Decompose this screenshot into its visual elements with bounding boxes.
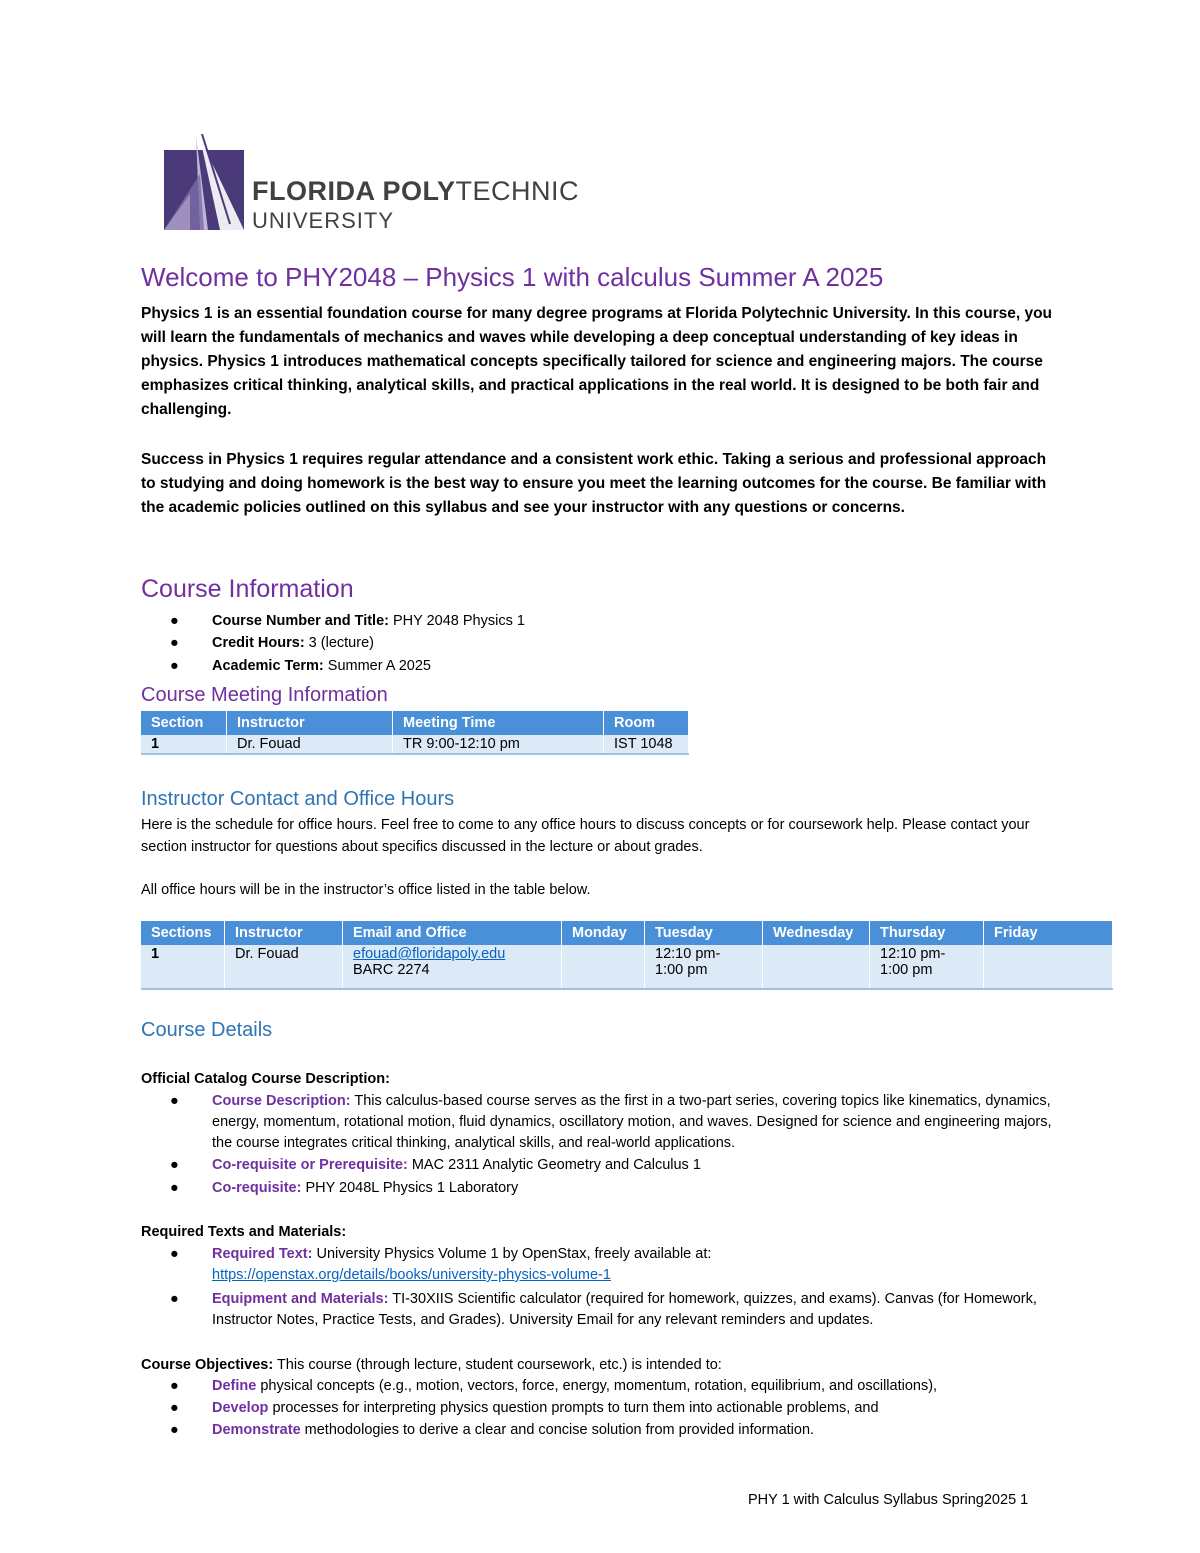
office-hours-text-1: Here is the schedule for office hours. Feel free to come to any office hours to discuss concepts or for coursework help. Please contact your section instructor for questions about specifics discussed in the lecture or about grades. <box>141 817 1030 855</box>
bullet-icon: ● <box>170 1422 179 1438</box>
bullet-icon: ● <box>170 1093 179 1109</box>
logo-text-university: UNIVERSITY <box>252 208 395 233</box>
bullet-icon: ● <box>170 1180 179 1196</box>
table-header-row: Section Instructor Meeting Time Room <box>141 711 689 735</box>
email-link[interactable]: efouad@floridapoly.edu <box>353 946 506 962</box>
page-footer: PHY 1 with Calculus Syllabus Spring2025 1 <box>748 1492 1029 1508</box>
course-information-heading: Course Information <box>141 575 354 603</box>
office-location: BARC 2274 <box>353 962 430 978</box>
office-hours-table <box>141 921 1113 990</box>
bullet-icon: ● <box>170 1400 179 1416</box>
bullet-icon: ● <box>170 635 179 651</box>
syllabus-page: FLORIDA POLYTECHNIC UNIVERSITY Welcome to PHY2048 – Physics 1 with calculus Summer A 2025 Physics 1 is an essential foundation course for many degree programs at Florida Polytechnic University. In this course, you will learn the fundamentals of mechanics and waves while developing a deep conceptual understanding of key ideas in physics. Physics 1 introduces mathematical concepts specifically tailored for science and engineering majors. The course emphasizes critical thinking, analytical skills, and practical applications in the real world. It is designed to be both fair and challenging. Success in Physics 1 requires regular attendance and a consistent work ethic. Taking a serious and professional approach to studying and doing homework is the best way to ensure you meet the learning outcomes for the course. Be familiar with the academic policies outlined on this syllabus and see your instructor with any questions or concerns. Course Information ● Course Number and Title: PHY 2048 Physics 1 ● Credit Hours: 3 (lecture) ● Academic Term: Summer A 2025 Course Meeting Information Section Instructor Meeting Time Room 1 Dr. Fouad TR 9:00-12:10 pm IST 1048 Instructor Contact and Office Hours Here is the schedule for office hours. Feel free to come to any office hours to discuss concepts or for coursework help. Please contact your section instructor for questions about specifics discussed in the lecture or about grades. All office hours will be in the instructor’s office listed in the table below. Sections Instructor Email and Office Monday Tuesday Wednesday Thursday Friday 1 Dr. Fouad efouad@floridapoly.edu BARC 2274 12:10 pm- 1:00 pm 12:10 pm- 1:00 pm Course Details Official Catalog Course Description: ● Course Description: This calculus-based course serves as the first in a two-part series, covering topics like kinematics, dynamics, energy, momentum, rotational motion, fluid dynamics, oscillatory motion, and waves. Designed for science and engineering majors, the course integrates critical thinking, analytical skills, and real-world applications. ● Co-requisite or Prerequisite: MAC 2311 Analytic Geometry and Calculus 1 ● Co-requisite: PHY 2048L Physics 1 Laboratory Required Texts and Materials: ● Required Text: University Physics Volume 1 by OpenStax, freely available at: https://openstax.org/details/books/university-physics-volume-1 ● Equipment and Materials: TI-30XIIS Scientific calculator (required for homework, quizzes, and exams). Canvas (for Homework, Instructor Notes, Practice Tests, and Grades). University Email for any relevant reminders and updates. Course Objectives: This course (through lecture, student coursework, etc.) is intended to: ● Define physical concepts (e.g., motion, vectors, force, energy, momentum, rotation, equilibrium, and oscillations), ● Develop processes for interpreting physics question prompts to turn them into actionable problems, and ● Demonstrate methodologies to derive a clear and concise solution from provided information. PHY 1 with Calculus Syllabus Spring2025 1 <box>0 0 1200 1553</box>
page-title: Welcome to PHY2048 – Physics 1 with calculus Summer A 2025 <box>141 262 884 292</box>
intro-paragraph-2: Success in Physics 1 requires regular attendance and a consistent work ethic. Taking a serious and professional approach to studying and doing homework is the best way to ensure you meet the learning outcomes for the course. Be familiar with the academic policies outlined on this syllabus and see your instructor with any questions or concerns. <box>141 451 1047 516</box>
bullet-icon: ● <box>170 658 179 674</box>
office-hours-heading: Instructor Contact and Office Hours <box>141 788 455 810</box>
table-row: 1 Dr. Fouad TR 9:00-12:10 pm IST 1048 <box>141 735 689 754</box>
course-meeting-heading: Course Meeting Information <box>141 684 388 706</box>
bullet-icon: ● <box>170 1291 179 1307</box>
table-header-row: Sections Instructor Email and Office Monday Tuesday Wednesday Thursday Friday <box>141 921 1113 945</box>
bullet-icon: ● <box>170 1157 179 1173</box>
course-details-heading: Course Details <box>141 1019 273 1041</box>
intro-paragraph-1: Physics 1 is an essential foundation course for many degree programs at Florida Polytechnic University. In this course, you will learn the fundamentals of mechanics and waves while developing a deep conceptual understanding of key ideas in physics. Physics 1 introduces mathematical concepts specifically tailored for science and engineering majors. The course emphasizes critical thinking, analytical skills, and practical applications in the real world. It is designed to be both fair and challenging. <box>141 305 1053 418</box>
bullet-icon: ● <box>170 1246 179 1262</box>
catalog-label: Official Catalog Course Description: <box>141 1071 390 1087</box>
meeting-table <box>141 711 689 755</box>
bullet-icon: ● <box>170 1378 179 1394</box>
logo-text-florida-polytechnic: FLORIDA POLYTECHNIC <box>252 176 580 206</box>
openstax-link[interactable]: https://openstax.org/details/books/university-physics-volume-1 <box>212 1267 611 1283</box>
office-hours-text-2: All office hours will be in the instructor’s office listed in the table below. <box>141 882 591 898</box>
materials-label: Required Texts and Materials: <box>141 1224 347 1240</box>
objectives-intro: Course Objectives: This course (through lecture, student coursework, etc.) is intended to: <box>141 1357 722 1373</box>
bullet-icon: ● <box>170 613 179 629</box>
table-row: 1 Dr. Fouad efouad@floridapoly.edu BARC 2274 12:10 pm- 1:00 pm 12:10 pm- 1:00 pm <box>141 945 1113 989</box>
